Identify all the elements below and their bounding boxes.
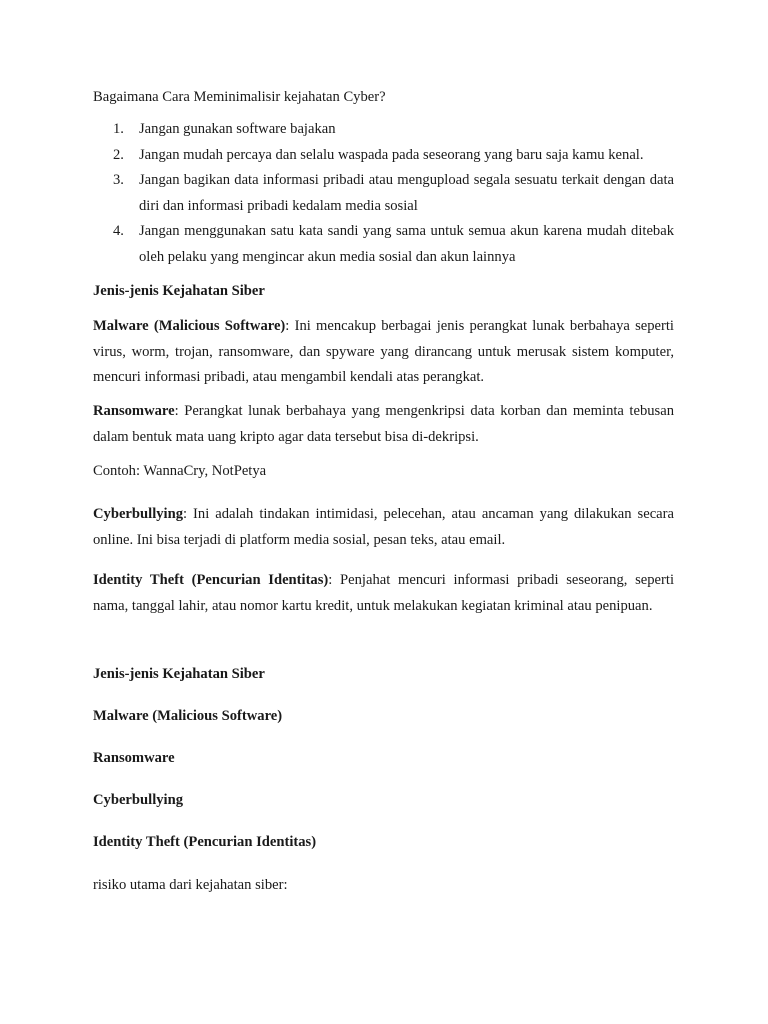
tips-list bbox=[93, 117, 674, 270]
list-item bbox=[93, 219, 674, 270]
summary-item: Ransomware bbox=[93, 750, 175, 766]
question-heading: Bagaimana Cara Meminimalisir kejahatan Cyber? bbox=[93, 89, 386, 105]
list-number: 4. bbox=[113, 223, 124, 239]
identity-theft-term: Identity Theft (Pencurian Identitas) bbox=[93, 572, 329, 588]
summary-item: Cyberbullying bbox=[93, 792, 184, 808]
ransomware-term: Ransomware bbox=[93, 403, 175, 419]
list-text: Jangan mudah percaya dan selalu waspada pada seseorang yang baru saja kamu kenal. bbox=[139, 146, 644, 163]
risks-label: risiko utama dari kejahatan siber: bbox=[93, 877, 288, 893]
list-item bbox=[93, 143, 674, 169]
list-text: Jangan menggunakan satu kata sandi yang sama untuk semua akun karena mudah ditebak oleh pelaku yang mengincar akun media sosial dan akun lainnya bbox=[139, 223, 674, 265]
list-text: Jangan bagikan data informasi pribadi atau mengupload segala sesuatu terkait dengan data diri dan informasi pribadi kedalam media sosial bbox=[139, 172, 674, 214]
example-line: Contoh: WannaCry, NotPetya bbox=[93, 463, 267, 479]
list-item bbox=[93, 117, 674, 143]
ransomware-paragraph: Ransomware: Perangkat lunak berbahaya yang mengenkripsi data korban dan meminta tebusan dalam bentuk mata uang kripto agar data tersebut bisa di-dekripsi. bbox=[93, 403, 674, 445]
cyberbullying-paragraph: Cyberbullying: Ini adalah tindakan intimidasi, pelecehan, atau ancaman yang dilakukan secara online. Ini bisa terjadi di platform media sosial, pesan teks, atau email. bbox=[93, 506, 674, 548]
summary-item: Identity Theft (Pencurian Identitas) bbox=[93, 834, 317, 850]
malware-paragraph: Malware (Malicious Software): Ini mencakup berbagai jenis perangkat lunak berbahaya seperti virus, worm, trojan, ransomware, dan spyware yang dirancang untuk merusak sistem komputer, mencuri informasi pribadi, atau mengambil kendali atas perangkat. bbox=[93, 318, 674, 385]
cyberbullying-term: Cyberbullying bbox=[93, 506, 184, 522]
summary-item: Malware (Malicious Software) bbox=[93, 708, 283, 724]
list-number: 3. bbox=[113, 172, 124, 188]
list-number: 1. bbox=[113, 121, 124, 137]
list-number: 2. bbox=[113, 146, 124, 163]
identity-theft-paragraph: Identity Theft (Pencurian Identitas): Penjahat mencuri informasi pribadi seseorang, seperti nama, tanggal lahir, atau nomor kartu kredit, untuk melakukan kegiatan kriminal atau penipuan. bbox=[93, 572, 674, 614]
list-text: Jangan gunakan software bajakan bbox=[139, 121, 336, 137]
malware-term: Malware (Malicious Software) bbox=[93, 318, 286, 334]
list-item bbox=[93, 168, 674, 219]
summary-title: Jenis-jenis Kejahatan Siber bbox=[93, 666, 265, 682]
section-title: Jenis-jenis Kejahatan Siber bbox=[93, 283, 265, 299]
